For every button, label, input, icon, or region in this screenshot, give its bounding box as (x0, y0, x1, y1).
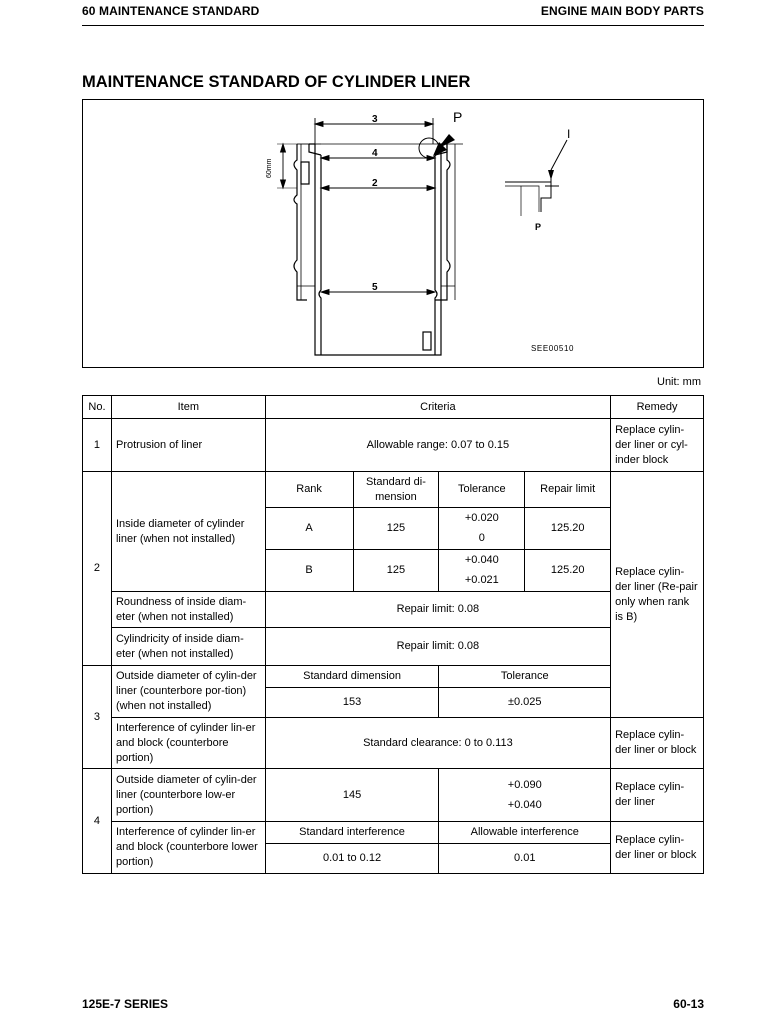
tolerance-lower: 0 (478, 532, 485, 544)
row-no: 1 (83, 419, 112, 472)
subhead-repair-limit: Repair limit (525, 472, 611, 508)
dim-label-2: 2 (372, 178, 378, 189)
allowable-interference-value: 0.01 (439, 844, 611, 874)
cylinder-liner-figure (82, 99, 704, 368)
tolerance-lower: +0.021 (464, 574, 499, 586)
row-criteria: Allowable range: 0.07 to 0.15 (265, 419, 610, 472)
subhead-tolerance: Tolerance (439, 666, 611, 688)
row-criteria: Standard clearance: 0 to 0.113 (265, 718, 610, 769)
standard-interference-value: 0.01 to 0.12 (265, 844, 439, 874)
row-remedy: Replace cylin-der liner (Re-pair only when rank is B) (611, 472, 704, 718)
dim-60mm-label: 60mm (266, 158, 273, 178)
col-remedy: Remedy (611, 396, 704, 419)
table-row (83, 592, 704, 628)
table-row (83, 718, 704, 769)
subhead-standard: Standard di-mension (353, 472, 439, 508)
rank-b: B (265, 550, 353, 592)
col-criteria: Criteria (265, 396, 610, 419)
table-row (83, 822, 704, 844)
page-footer (82, 997, 704, 1017)
row-item: Protrusion of liner (111, 419, 265, 472)
table-header-row (83, 396, 704, 419)
page-title: MAINTENANCE STANDARD OF CYLINDER LINER (82, 73, 471, 91)
row-no: 3 (83, 666, 112, 769)
figure-code: SEE00510 (531, 344, 575, 353)
callout-i-label: I (567, 127, 571, 141)
rank-a-tolerance (439, 508, 525, 550)
rank-a-standard: 125 (353, 508, 439, 550)
tolerance-upper: +0.040 (464, 554, 499, 566)
row-remedy: Replace cylin-der liner or block (611, 822, 704, 874)
row-remedy: Replace cylin-der liner or cyl-inder block (611, 419, 704, 472)
tolerance-value: ±0.025 (439, 688, 611, 718)
table-row (83, 419, 704, 472)
dim-label-5: 5 (372, 282, 378, 293)
rank-a-repair-limit: 125.20 (525, 508, 611, 550)
unit-note: Unit: mm (657, 376, 701, 388)
col-item: Item (111, 396, 265, 419)
detail-p-label: P (535, 222, 542, 232)
row-criteria: Repair limit: 0.08 (265, 628, 610, 666)
maintenance-standard-table (82, 395, 704, 874)
rank-b-repair-limit: 125.20 (525, 550, 611, 592)
tolerance-upper: +0.090 (507, 778, 542, 791)
rank-b-tolerance (439, 550, 525, 592)
rank-a: A (265, 508, 353, 550)
table-row (83, 769, 704, 822)
tolerance-value (439, 769, 611, 822)
header-section: 60 MAINTENANCE STANDARD (82, 4, 260, 18)
standard-value: 153 (265, 688, 439, 718)
page-header (82, 0, 704, 26)
tolerance-upper: +0.020 (464, 512, 499, 524)
table-row (83, 666, 704, 688)
row-item: Roundness of inside diam-eter (when not installed) (111, 592, 265, 628)
header-chapter: ENGINE MAIN BODY PARTS (540, 4, 704, 18)
row-item: Interference of cylinder lin-er and block (counterbore lower portion) (111, 822, 265, 874)
footer-series: 125E-7 SERIES (82, 997, 169, 1011)
row-item: Cylindricity of inside diam-eter (when not installed) (111, 628, 265, 666)
subhead-allowable-interference: Allowable interference (439, 822, 611, 844)
cylinder-liner-drawing (83, 100, 705, 369)
table-row (83, 628, 704, 666)
tolerance-lower: +0.040 (507, 798, 542, 811)
row-item: Inside diameter of cylinder liner (when not installed) (111, 472, 265, 592)
subhead-standard-dimension: Standard dimension (265, 666, 439, 688)
callout-p-label: P (453, 109, 463, 125)
col-no: No. (83, 396, 112, 419)
subhead-standard-interference: Standard interference (265, 822, 439, 844)
row-item: Interference of cylinder lin-er and block (counterbore portion) (111, 718, 265, 769)
subhead-rank: Rank (265, 472, 353, 508)
rank-b-standard: 125 (353, 550, 439, 592)
subhead-tolerance: Tolerance (439, 472, 525, 508)
row-criteria: Repair limit: 0.08 (265, 592, 610, 628)
dim-label-3: 3 (372, 114, 378, 125)
footer-page-number: 60-13 (673, 997, 704, 1011)
table-row (83, 472, 704, 508)
row-remedy: Replace cylin-der liner (611, 769, 704, 822)
row-no: 2 (83, 472, 112, 666)
row-item: Outside diameter of cylin-der liner (counterbore low-er portion) (111, 769, 265, 822)
row-remedy: Replace cylin-der liner or block (611, 718, 704, 769)
dim-label-4: 4 (372, 148, 378, 159)
row-item: Outside diameter of cylin-der liner (counterbore por-tion) (when not installed) (111, 666, 265, 718)
standard-value: 145 (265, 769, 439, 822)
row-no: 4 (83, 769, 112, 874)
